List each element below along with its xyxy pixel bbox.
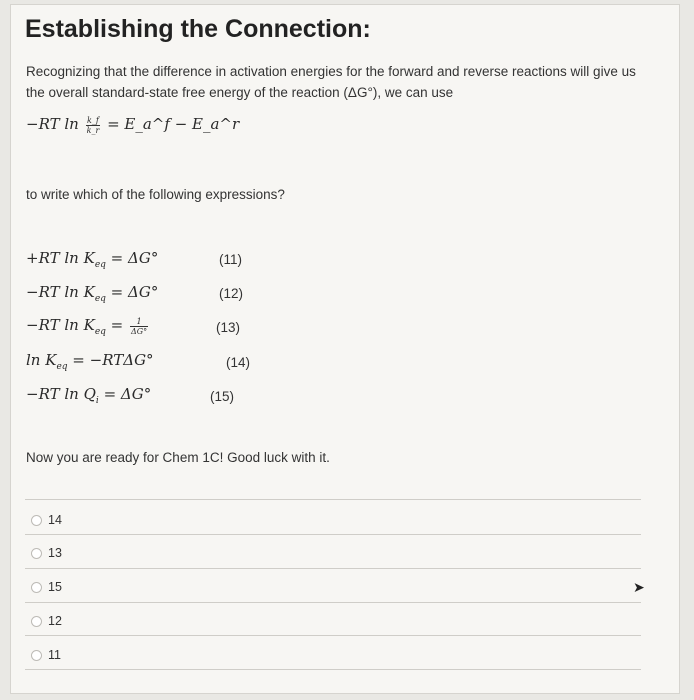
main-equation-fraction <box>86 116 101 135</box>
expression-text: +RT ln K <box>26 249 95 267</box>
expression-11 <box>26 249 158 270</box>
option-label: 12 <box>48 614 62 628</box>
expression-number-15: (15) <box>210 389 235 404</box>
radio-button[interactable] <box>31 548 42 559</box>
divider <box>25 568 641 569</box>
expression-number-14: (14) <box>226 355 251 370</box>
option-15[interactable] <box>31 580 62 594</box>
mouse-cursor-icon: ➤ <box>633 579 645 595</box>
expression-fraction <box>130 317 148 336</box>
fraction-numerator: k_f <box>87 115 99 125</box>
expression-12 <box>26 283 158 304</box>
divider <box>25 499 641 500</box>
radio-button[interactable] <box>31 616 42 627</box>
expression-text: −RT ln K <box>26 283 95 301</box>
expression-number-12: (12) <box>219 286 244 301</box>
question-prompt: to write which of the following expressions? <box>26 187 285 202</box>
expression-rhs: = ΔG° <box>105 283 159 301</box>
expression-text: −RT ln K <box>26 316 95 334</box>
fraction-numerator: 1 <box>130 317 148 327</box>
radio-button[interactable] <box>31 582 42 593</box>
divider <box>25 635 641 636</box>
expression-text: ln K <box>26 351 57 369</box>
fraction-denominator: ΔG° <box>131 326 148 336</box>
expression-14 <box>26 351 154 372</box>
expression-rhs: = ΔG° <box>105 249 159 267</box>
main-equation <box>26 115 239 135</box>
divider <box>25 669 641 670</box>
expression-number-13: (13) <box>216 320 241 335</box>
expression-rhs: = ΔG° <box>98 385 152 403</box>
closing-text: Now you are ready for Chem 1C! Good luck with it. <box>26 450 330 465</box>
expression-subscript: i <box>95 396 99 406</box>
option-12[interactable] <box>31 614 62 628</box>
question-card <box>10 4 680 694</box>
expression-subscript: eq <box>56 362 68 372</box>
expression-text: −RT ln Q <box>26 385 96 403</box>
radio-button[interactable] <box>31 650 42 661</box>
expression-number-11: (11) <box>219 252 243 267</box>
option-label: 14 <box>48 513 62 527</box>
expression-13 <box>26 316 150 337</box>
page-title: Establishing the Connection: <box>25 15 371 43</box>
main-equation-rhs: = E_a^f − E_a^r <box>107 115 240 133</box>
expression-subscript: eq <box>94 327 106 337</box>
fraction-denominator: k_r <box>86 125 100 135</box>
divider <box>25 602 641 603</box>
expression-15 <box>26 385 151 406</box>
expression-rhs: = −RTΔG° <box>67 351 154 369</box>
option-14[interactable] <box>31 513 62 527</box>
intro-text: Recognizing that the difference in activation energies for the forward and reverse reactions will give us the overall standard-state free energy of the reaction (ΔG°), we can use <box>26 64 636 100</box>
option-label: 15 <box>48 580 62 594</box>
option-label: 11 <box>48 648 61 662</box>
expression-subscript: eq <box>94 260 106 270</box>
main-equation-lhs: −RT ln <box>26 115 79 133</box>
option-13[interactable] <box>31 546 62 560</box>
radio-button[interactable] <box>31 515 42 526</box>
option-label: 13 <box>48 546 62 560</box>
divider <box>25 534 641 535</box>
expression-rhs: = <box>105 316 129 334</box>
option-11[interactable] <box>31 648 61 662</box>
expression-subscript: eq <box>94 294 106 304</box>
